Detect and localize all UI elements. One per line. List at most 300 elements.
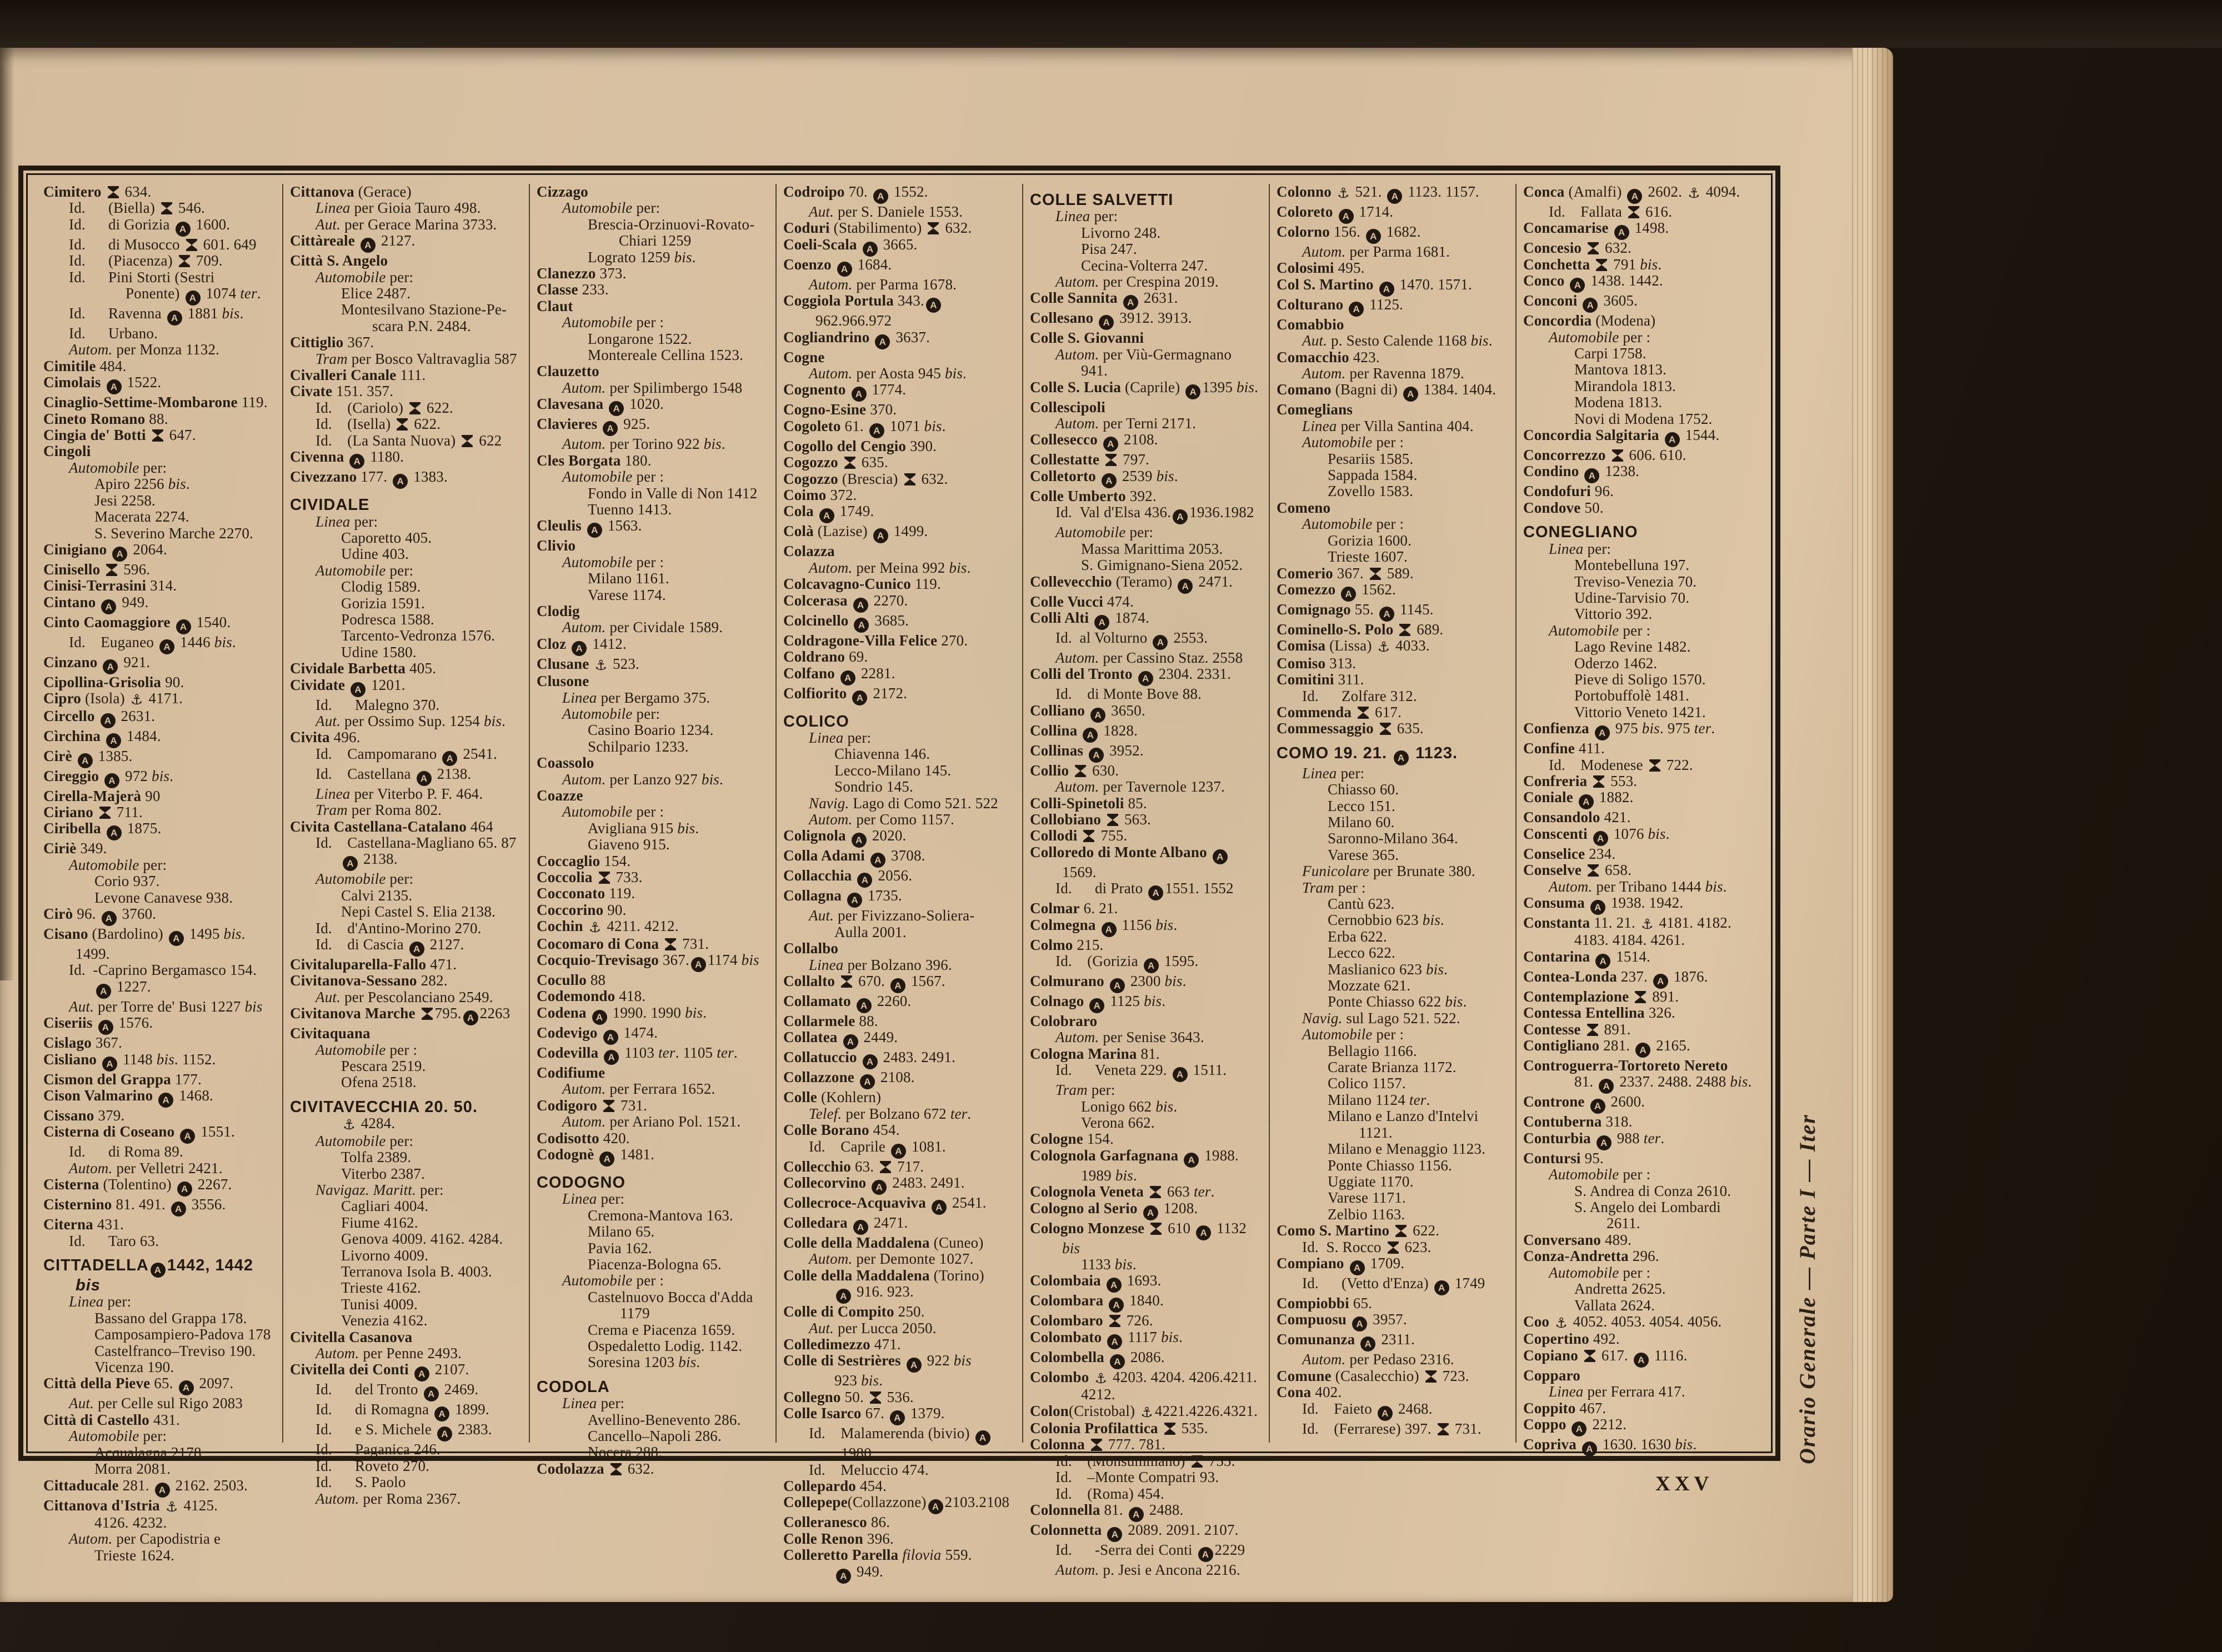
index-line <box>69 857 276 873</box>
entry-text: (Torino) <box>929 1266 984 1284</box>
entry-text: 972 <box>121 767 152 784</box>
bus-icon: A <box>1582 1441 1597 1456</box>
entry-text: 731. <box>617 1097 648 1114</box>
index-column-2 <box>283 183 530 1507</box>
entry-text: 3650. <box>1107 702 1145 719</box>
service-type-label: Automobile <box>562 199 633 217</box>
index-line <box>809 957 1015 973</box>
entry-text: 270. <box>937 632 968 649</box>
service-type-label: Automobile <box>1549 328 1619 346</box>
index-line <box>341 1313 522 1329</box>
tram-icon <box>1584 1350 1595 1362</box>
ship-anchor-icon: ⚓ <box>1094 1370 1107 1386</box>
index-line <box>1328 1158 1509 1174</box>
entry-text: 617. <box>1597 1346 1632 1364</box>
bus-icon: A <box>1153 635 1168 650</box>
entry-text: Udine 1580. <box>341 643 417 660</box>
index-line <box>1328 929 1509 945</box>
entry-text: 601. 649 <box>199 236 257 253</box>
entry-text: 1156 <box>1118 916 1156 933</box>
entry-text <box>101 728 104 744</box>
entry-text: Lago di Como 521. 522 <box>849 794 998 812</box>
index-line <box>1030 1369 1262 1386</box>
entry-text: Id. Val d'Elsa 436. <box>1055 504 1172 521</box>
entry-text: Massa Marittima 2053. <box>1081 540 1223 557</box>
entry-name: Clanezzo <box>537 265 596 282</box>
entry-text: per: <box>350 513 378 530</box>
entry-text: p. Sesto Calende 1168 <box>1327 332 1471 349</box>
entry-name: Codroipo <box>783 183 845 200</box>
tram-icon <box>1107 814 1118 826</box>
entry-text: Viterbo 2387. <box>341 1165 425 1182</box>
index-line <box>562 804 769 820</box>
entry-text: per Terni 2171. <box>1099 415 1197 432</box>
index-line <box>290 957 522 973</box>
index-line <box>43 906 276 926</box>
entry-text: 81. <box>1574 1073 1598 1090</box>
tram-icon <box>1628 206 1639 218</box>
entry-text <box>1659 427 1663 443</box>
entry-text: (Lazise) <box>813 523 872 540</box>
index-line <box>1302 1239 1509 1255</box>
index-line <box>783 973 1015 993</box>
entry-text: 2541. <box>948 1194 987 1211</box>
index-line <box>783 613 1015 633</box>
index-line <box>1030 917 1262 937</box>
service-type-label: Tram <box>316 802 348 819</box>
index-line <box>1523 1114 1755 1130</box>
entry-name: Conconi <box>1523 292 1578 309</box>
bus-icon: A <box>863 242 878 257</box>
index-line <box>783 220 1015 236</box>
entry-text: Tolfa 2389. <box>341 1149 412 1166</box>
entry-text: 1498. <box>1630 219 1669 237</box>
index-line <box>537 396 769 416</box>
index-line <box>537 902 769 918</box>
tram-icon <box>1438 1423 1449 1435</box>
bus-icon: A <box>1099 315 1114 330</box>
index-line <box>562 436 769 452</box>
entry-text <box>101 374 105 391</box>
bus-icon: A <box>1590 900 1605 915</box>
index-line <box>341 1231 522 1247</box>
index-line <box>537 266 769 282</box>
entry-text <box>857 1049 861 1065</box>
entry-text: 731. <box>678 935 709 952</box>
index-line <box>1302 1351 1509 1368</box>
entry-name: Cipro <box>43 690 82 707</box>
entry-text <box>1590 948 1594 965</box>
index-line <box>1523 184 1755 204</box>
entry-text: 1103 <box>620 1044 658 1061</box>
entry-name: Contarina <box>1523 948 1590 965</box>
service-type-label: Tram <box>1302 879 1334 896</box>
index-line <box>1328 451 1509 467</box>
entry-name: Colognola Garfagnana <box>1030 1147 1179 1164</box>
service-type-label: Linea <box>69 1293 104 1310</box>
entry-text: 2263 <box>479 1005 511 1022</box>
entry-text: 1121. <box>1359 1124 1393 1141</box>
entry-text <box>593 869 597 885</box>
index-line <box>43 394 276 411</box>
entry-text: 1117 <box>1124 1328 1161 1345</box>
entry-text: 454. <box>869 1122 900 1139</box>
service-type-label: Navig. <box>1302 1009 1343 1027</box>
entry-text: 474. <box>1103 593 1134 610</box>
entry-name: Collalto <box>783 972 835 989</box>
entry-text <box>171 614 174 630</box>
index-line <box>783 1069 1015 1089</box>
bus-icon: A <box>351 682 366 697</box>
entry-text: 1438. 1442. <box>1587 272 1663 289</box>
entry-text: 632. <box>917 470 948 487</box>
index-line <box>783 257 1015 277</box>
index-line <box>316 1458 522 1474</box>
bus-icon: A <box>1403 387 1418 402</box>
index-line <box>1277 224 1509 244</box>
index-line <box>783 1159 1015 1175</box>
entry-name: Cles Borgata <box>537 452 621 469</box>
index-line <box>341 1280 522 1296</box>
entry-text: 4125. <box>179 1496 218 1514</box>
entry-text: 962.966.972 <box>815 312 892 329</box>
entry-text: Pavia 162. <box>588 1239 652 1256</box>
entry-text: 1563. <box>603 517 642 534</box>
entry-text <box>857 236 861 253</box>
entry-name: Colmo <box>1030 936 1073 953</box>
index-line <box>94 979 276 999</box>
index-line <box>588 1338 769 1354</box>
index-line <box>1523 1130 1755 1150</box>
entry-text: (Isola) <box>81 690 129 707</box>
entry-text: 635. <box>857 454 888 471</box>
entry-text: 2483. 2491. <box>879 1049 956 1066</box>
service-type-label: Autom. <box>562 619 606 636</box>
index-line <box>783 888 1015 908</box>
index-line <box>1302 366 1509 382</box>
index-line <box>316 786 522 802</box>
entry-name: Colombella <box>1030 1348 1104 1365</box>
index-line <box>1302 418 1509 434</box>
entry-text <box>1332 183 1335 200</box>
entry-text: 1123. <box>1410 744 1458 762</box>
service-type-label: Linea <box>1549 1383 1584 1400</box>
service-type-label: ter <box>1643 1129 1661 1147</box>
entry-text <box>1101 811 1105 828</box>
entry-text: 1882. <box>1595 789 1634 806</box>
index-line <box>1055 1082 1262 1098</box>
entry-text <box>1591 1130 1595 1147</box>
entry-name: Cittàreale <box>290 232 355 249</box>
bus-icon: A <box>1083 728 1098 743</box>
index-line <box>1523 463 1755 483</box>
index-line <box>1055 1453 1262 1469</box>
entry-text: 797. <box>1119 451 1150 468</box>
entry-text: 1989 <box>1081 1167 1115 1184</box>
entry-text <box>1077 722 1081 739</box>
index-line <box>341 1149 522 1165</box>
entry-text: Cantù 623. <box>1328 895 1395 912</box>
index-line <box>1328 847 1509 863</box>
index-line <box>341 1296 522 1313</box>
index-line <box>1523 1348 1755 1368</box>
index-line <box>1523 740 1755 757</box>
index-line <box>1030 666 1262 686</box>
entry-text: 1600. <box>192 216 231 233</box>
entry-text: 1123. 1157. <box>1404 183 1479 200</box>
entry-text: 1714. <box>1355 203 1394 220</box>
entry-text: 1384. 1404. <box>1419 381 1497 398</box>
entry-name: Cogollo del Cengio <box>783 437 907 454</box>
entry-text: Lago Revine 1482. <box>1574 638 1691 655</box>
service-type-label: ter <box>1694 720 1711 737</box>
entry-text: Castelfranco–Treviso 190. <box>94 1342 256 1359</box>
bus-icon: A <box>1089 998 1104 1013</box>
entry-text: 349. <box>76 840 107 857</box>
index-line <box>588 722 769 738</box>
index-line <box>290 469 522 489</box>
tram-icon <box>1150 1186 1161 1198</box>
service-type-label: Linea <box>1302 764 1337 782</box>
entry-name: Cologno al Serio <box>1030 1199 1138 1217</box>
bus-icon: A <box>592 1010 607 1025</box>
entry-name: Concesio <box>1523 239 1582 257</box>
entry-name: Cogoleto <box>783 417 841 434</box>
entry-text: per Lucca 2050. <box>834 1319 937 1336</box>
entry-text: per Viterbo P. F. 464. <box>350 785 483 802</box>
entry-text: 1474. <box>619 1024 658 1041</box>
index-line <box>783 848 1015 868</box>
service-type-label: ter <box>950 1105 968 1122</box>
entry-text: Sondrio 145. <box>834 778 913 795</box>
service-type-label: Funicolare <box>1302 863 1369 880</box>
entry-text: . <box>1132 1256 1137 1273</box>
index-line <box>69 1395 276 1411</box>
entry-text: . <box>1173 1098 1178 1115</box>
entry-text: Nocera 288. <box>588 1444 663 1461</box>
entry-text: per: <box>632 199 660 217</box>
entry-text: (Gerace) <box>354 183 412 200</box>
index-line <box>1359 1125 1509 1141</box>
entry-text: Nepi Castel S. Elia 2138. <box>341 903 496 920</box>
index-line <box>783 1235 1015 1251</box>
bus-icon: A <box>1144 958 1159 973</box>
entry-text: 1749. <box>835 503 874 520</box>
entry-text <box>1374 720 1378 737</box>
entry-text: Id. Euganeo <box>69 633 158 650</box>
ship-anchor-icon: ⚓ <box>594 657 608 673</box>
index-line <box>1523 949 1755 969</box>
entry-text <box>594 1146 598 1163</box>
entry-text: Id. -Serra dei Conti <box>1055 1541 1197 1559</box>
index-line <box>43 1015 276 1035</box>
index-line <box>1523 1368 1755 1384</box>
index-line <box>834 763 1015 779</box>
index-line <box>94 1515 276 1531</box>
entry-name: Colombo <box>1030 1368 1089 1385</box>
entry-text: Id. Castellana-Magliano 65. 87 <box>316 834 517 851</box>
index-line <box>43 578 276 594</box>
index-line <box>316 1133 522 1149</box>
entry-text: (Caprile) <box>1121 378 1184 396</box>
bus-icon: A <box>1599 1079 1614 1094</box>
entry-name: Collepepe <box>783 1494 848 1511</box>
entry-text: 396. <box>863 1530 894 1547</box>
index-line <box>1523 1331 1755 1347</box>
index-line <box>1549 623 1755 639</box>
ship-anchor-icon: ⚓ <box>588 919 602 936</box>
entry-text: 1749 <box>1450 1274 1485 1291</box>
index-line <box>1574 932 1755 948</box>
bus-icon: A <box>1341 587 1356 602</box>
index-line <box>1523 846 1755 862</box>
index-line <box>1055 504 1262 524</box>
entry-text: (Stabilimento) <box>829 219 926 237</box>
index-line <box>1328 896 1509 912</box>
index-line <box>1081 1386 1262 1403</box>
entry-text: 1081. <box>908 1138 946 1155</box>
entry-name: Colcavagno-Cunico <box>783 575 911 593</box>
entry-text: 689. <box>1413 620 1444 638</box>
index-line <box>94 890 276 906</box>
index-line <box>1523 789 1755 809</box>
entry-text <box>597 1097 601 1114</box>
entry-name: Colonia Profilattica <box>1030 1420 1158 1437</box>
entry-name: Colobraro <box>1030 1012 1098 1029</box>
bus-icon: A <box>873 528 888 543</box>
service-type-label: Automobile <box>562 553 633 570</box>
entry-text: 1116. <box>1650 1346 1688 1364</box>
service-type-label: bis <box>953 1352 972 1369</box>
service-type-label: bis <box>1160 1328 1179 1345</box>
index-line <box>94 476 276 492</box>
bus-icon: A <box>1352 1316 1367 1331</box>
entry-text: 1385. <box>94 747 133 764</box>
entry-text: Mozzate 621. <box>1328 977 1411 994</box>
service-type-label: Linea <box>809 729 844 746</box>
entry-text: 2471. <box>1194 573 1233 590</box>
index-line <box>43 594 276 614</box>
entry-text: 1544. <box>1681 427 1720 444</box>
entry-name: Comignago <box>1277 600 1351 618</box>
entry-text: Verona 662. <box>1081 1114 1155 1131</box>
entry-text: 1551. <box>197 1123 235 1140</box>
bus-icon: A <box>1090 708 1105 723</box>
index-line <box>1081 241 1262 257</box>
entry-text: 1709. <box>1366 1254 1405 1271</box>
bus-icon: A <box>1107 1527 1122 1542</box>
index-line <box>588 1354 769 1370</box>
index-line <box>43 374 276 394</box>
service-type-label: bis <box>949 559 967 576</box>
entry-text <box>101 820 105 837</box>
entry-text <box>153 1087 157 1104</box>
index-line <box>783 685 1015 705</box>
index-line <box>94 509 276 525</box>
index-line <box>43 748 276 768</box>
entry-text: (Brescia) <box>838 470 902 487</box>
index-line <box>1574 704 1755 720</box>
entry-name: Cogozzo <box>783 470 838 487</box>
entry-text: Gorizia 1591. <box>341 594 426 612</box>
entry-text <box>1577 1436 1580 1453</box>
entry-text <box>598 1044 602 1061</box>
entry-text: (Modena) <box>1592 312 1656 329</box>
entry-text: 2483. 2491. <box>888 1174 965 1191</box>
service-type-label: ter <box>717 1044 734 1061</box>
entry-text: Id. Pini Storti (Sestri <box>69 268 215 286</box>
entry-name: Circello <box>43 707 95 724</box>
entry-text: per Ferrara 1652. <box>605 1080 715 1098</box>
entry-text: 81. 491. <box>112 1196 169 1213</box>
index-line <box>537 673 769 689</box>
index-line <box>1030 1200 1262 1220</box>
entry-text <box>847 685 850 702</box>
entry-name: Coeli-Scala <box>783 236 857 253</box>
index-line <box>94 493 276 509</box>
entry-text: 3957. <box>1369 1311 1407 1328</box>
entry-text <box>1101 1272 1105 1289</box>
entry-text: 67. <box>861 1405 888 1422</box>
index-line <box>783 237 1015 257</box>
entry-text: 536. <box>883 1388 914 1405</box>
service-type-label: Linea <box>316 199 351 217</box>
service-type-label: Autom. <box>809 276 853 293</box>
entry-text: per Ferrara 417. <box>1583 1383 1685 1400</box>
service-type-label: Automobile <box>562 705 633 722</box>
entry-text: 2631. <box>1139 289 1178 307</box>
entry-text: (Kohlern) <box>817 1089 882 1106</box>
entry-text <box>603 396 607 412</box>
service-type-label: Autom. <box>1055 649 1099 666</box>
entry-text: . <box>186 475 190 493</box>
index-line <box>1081 1256 1262 1273</box>
entry-text: 717. <box>893 1158 924 1175</box>
entry-name: Cislago <box>43 1034 92 1052</box>
bus-icon: A <box>186 291 201 306</box>
index-line <box>1523 1058 1755 1074</box>
index-line <box>69 200 276 216</box>
index-line <box>1523 895 1755 915</box>
entry-name: Colon <box>1030 1402 1069 1419</box>
service-type-label: bis <box>76 1276 101 1295</box>
entry-text: (Lissa) <box>1325 637 1376 654</box>
entry-name: Collalbo <box>783 940 839 957</box>
entry-text: Mantova 1813. <box>1574 361 1667 378</box>
entry-text: . <box>1711 720 1715 737</box>
entry-text <box>869 329 873 346</box>
bus-icon: A <box>603 1030 618 1045</box>
entry-text: Brescia-Orzinuovi-Rovato- <box>588 216 755 233</box>
entry-name: Coniale <box>1523 789 1573 806</box>
entry-text <box>1565 272 1569 289</box>
entry-text: Chiari 1259 <box>619 232 692 249</box>
entry-text: Clodig 1589. <box>341 578 421 595</box>
service-type-label: Autom. <box>809 810 853 828</box>
bus-icon: A <box>870 853 885 868</box>
entry-text: 635. <box>1393 720 1424 737</box>
entry-text: 1840. <box>1125 1292 1164 1309</box>
service-type-label: Linea <box>316 785 351 802</box>
entry-text: per : <box>632 803 664 820</box>
entry-text: Caporetto 405. <box>341 529 432 546</box>
bus-icon: A <box>1595 954 1610 969</box>
index-column-6 <box>1270 184 1517 1443</box>
index-line <box>537 869 769 885</box>
entry-name: Codognè <box>537 1145 594 1163</box>
entry-text: 282. <box>417 972 448 989</box>
bus-icon: A <box>1394 750 1409 765</box>
